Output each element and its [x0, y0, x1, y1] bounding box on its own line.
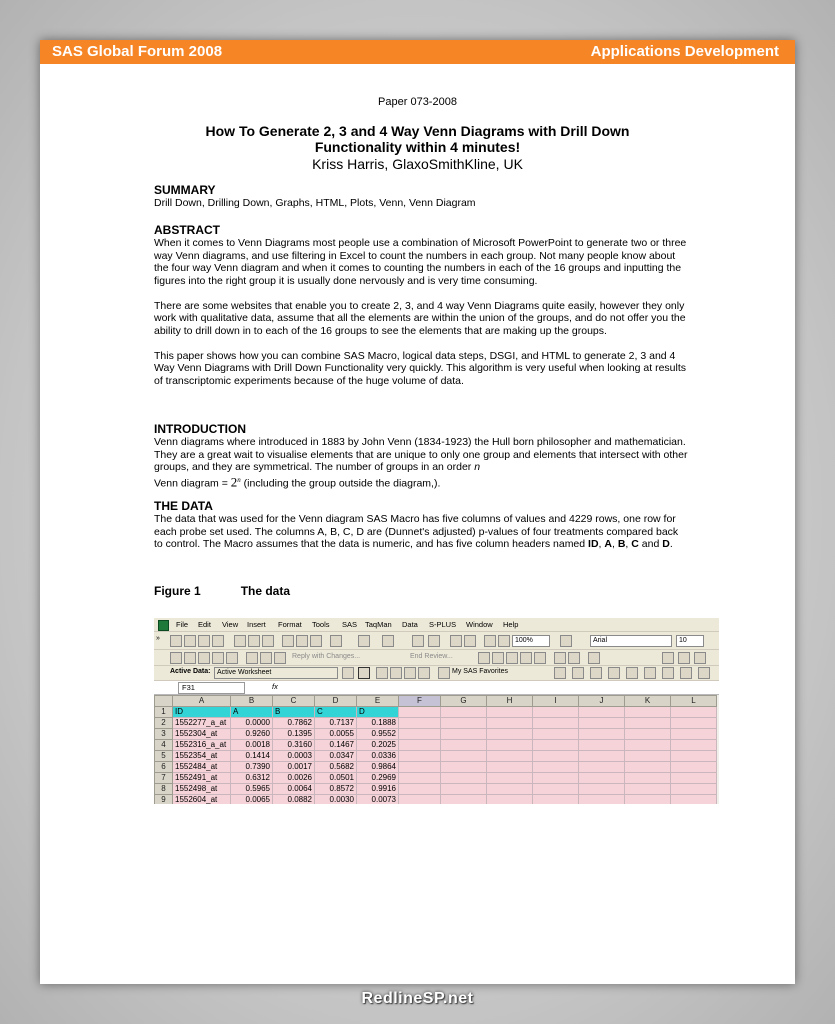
cell[interactable]: 1552316_a_at [173, 740, 231, 751]
cell[interactable]: 0.0347 [315, 751, 357, 762]
cell[interactable]: 0.0017 [273, 762, 315, 773]
sort-descending-icon[interactable] [464, 635, 476, 647]
cell[interactable]: 0.1467 [315, 740, 357, 751]
conference-banner [40, 40, 795, 64]
menu-bar [154, 618, 719, 632]
reviewing-toolbar [154, 650, 719, 666]
author-line: Kriss Harris, GlaxoSmithKline, UK [312, 156, 523, 172]
font-select[interactable]: Arial [590, 635, 672, 647]
cell[interactable]: 0.1414 [231, 751, 273, 762]
cell[interactable] [579, 762, 625, 773]
menu-tools[interactable]: Tools [312, 620, 330, 629]
sas-icon-4[interactable] [662, 652, 674, 664]
cell[interactable] [533, 707, 579, 718]
cell[interactable]: 0.0055 [315, 729, 357, 740]
cell[interactable] [625, 729, 671, 740]
column-header-e[interactable]: E [357, 696, 399, 707]
cell[interactable] [441, 762, 487, 773]
row-header[interactable]: 5 [155, 751, 173, 762]
cell[interactable] [671, 795, 717, 805]
cell[interactable]: 0.0882 [273, 795, 315, 805]
redo-icon[interactable] [382, 635, 394, 647]
title-line-1: How To Generate 2, 3 and 4 Way Venn Diagrams with Drill Down [205, 123, 630, 139]
cell[interactable] [487, 784, 533, 795]
introduction-heading: INTRODUCTION [154, 422, 246, 436]
worksheet-grid [154, 695, 717, 804]
cell[interactable]: 0.9260 [231, 729, 273, 740]
excel-icon [158, 620, 169, 631]
summary-heading: SUMMARY [154, 183, 216, 197]
cell[interactable] [441, 718, 487, 729]
cell[interactable]: 0.7390 [231, 762, 273, 773]
figure-label: Figure 1 [154, 584, 201, 598]
cell[interactable] [533, 740, 579, 751]
cell[interactable]: 0.0073 [357, 795, 399, 805]
row-header[interactable]: 2 [155, 718, 173, 729]
cell[interactable]: 0.5965 [231, 784, 273, 795]
cell[interactable]: 0.0003 [273, 751, 315, 762]
standard-toolbar [154, 632, 719, 650]
sas-tool-icon-1[interactable] [554, 667, 566, 679]
menu-data[interactable]: Data [402, 620, 418, 629]
column-header-row [155, 696, 717, 707]
abstract-section [154, 224, 689, 387]
row-header[interactable]: 7 [155, 773, 173, 784]
menu-sas[interactable]: SAS [342, 620, 358, 629]
cell[interactable] [625, 707, 671, 718]
table-row [155, 762, 717, 773]
cell[interactable] [533, 751, 579, 762]
sas-tool-icon-3[interactable] [590, 667, 602, 679]
cell[interactable] [579, 718, 625, 729]
column-header-f[interactable]: F [399, 696, 441, 707]
column-header-b[interactable]: B [231, 696, 273, 707]
cell[interactable]: 0.6312 [231, 773, 273, 784]
chart-wizard-icon[interactable] [484, 635, 496, 647]
review-icon-2[interactable] [184, 652, 196, 664]
menu-window[interactable]: Window [466, 620, 493, 629]
cell[interactable] [671, 729, 717, 740]
autosum-icon[interactable] [428, 635, 440, 647]
undo-icon[interactable] [358, 635, 370, 647]
cell[interactable] [625, 773, 671, 784]
column-header-a[interactable]: A [173, 696, 231, 707]
table-row [155, 784, 717, 795]
cell[interactable]: 1552304_at [173, 729, 231, 740]
draw-icon-3[interactable] [506, 652, 518, 664]
sas-tool-icon-8[interactable] [680, 667, 692, 679]
summary-text: Drill Down, Drilling Down, Graphs, HTML, Plots, Venn, Venn Diagram [154, 197, 476, 209]
conference-name: SAS Global Forum 2008 [52, 43, 223, 60]
menu-format[interactable]: Format [278, 620, 302, 629]
cell[interactable] [671, 740, 717, 751]
active-data-label: Active Data: [170, 668, 211, 675]
cell[interactable]: B [273, 707, 315, 718]
menu-view[interactable]: View [222, 620, 239, 629]
formula-bar [154, 681, 719, 695]
column-header-i[interactable]: I [533, 696, 579, 707]
sort-ascending-icon[interactable] [450, 635, 462, 647]
menu-insert[interactable]: Insert [247, 620, 266, 629]
cell[interactable]: 1552277_a_at [173, 718, 231, 729]
column-header-c[interactable]: C [273, 696, 315, 707]
sas-icon-6[interactable] [694, 652, 706, 664]
cell[interactable]: 0.0064 [273, 784, 315, 795]
table-row [155, 707, 717, 718]
cell[interactable] [533, 773, 579, 784]
cell[interactable]: 0.0018 [231, 740, 273, 751]
end-review-button[interactable]: End Review... [410, 653, 453, 660]
row-header[interactable]: 4 [155, 740, 173, 751]
cell[interactable] [399, 707, 441, 718]
cell[interactable]: 0.2969 [357, 773, 399, 784]
cell[interactable] [487, 751, 533, 762]
introduction-text: Venn diagrams where introduced in 1883 by John Venn (1834-1923) the Hull born philosopher and mathematician. They are a great wait to visualise elements that are unique to only one group and elements that intersect with other groups, and they are symmetrical. The number of groups in an order n Venn diagram = $2^n$ (including the group outside the diagram,). [154, 436, 688, 489]
cell[interactable]: 0.3160 [273, 740, 315, 751]
cell[interactable] [399, 795, 441, 805]
cell[interactable] [579, 795, 625, 805]
paper-title [40, 123, 795, 155]
new-icon[interactable] [170, 635, 182, 647]
column-header-k[interactable]: K [625, 696, 671, 707]
cell[interactable] [441, 740, 487, 751]
table-row [155, 729, 717, 740]
table-row [155, 773, 717, 784]
table-row [155, 751, 717, 762]
sas-data-icon-6[interactable] [418, 667, 430, 679]
help-icon[interactable] [560, 635, 572, 647]
cell[interactable] [533, 762, 579, 773]
cell[interactable] [441, 773, 487, 784]
menu-edit[interactable]: Edit [198, 620, 211, 629]
review-icon-4[interactable] [212, 652, 224, 664]
column-header-j[interactable]: J [579, 696, 625, 707]
sas-tool-icon-9[interactable] [698, 667, 710, 679]
cell[interactable] [579, 784, 625, 795]
draw-icon-4[interactable] [520, 652, 532, 664]
cell[interactable] [441, 751, 487, 762]
save-icon[interactable] [198, 635, 210, 647]
cell[interactable]: 0.2025 [357, 740, 399, 751]
column-header-l[interactable]: L [671, 696, 717, 707]
sas-tool-icon-2[interactable] [572, 667, 584, 679]
permission-icon[interactable] [212, 635, 224, 647]
sas-data-icon-5[interactable] [404, 667, 416, 679]
zoom-select[interactable]: 100% [512, 635, 550, 647]
cut-icon[interactable] [282, 635, 294, 647]
sas-data-icon-3[interactable] [376, 667, 388, 679]
excel-screenshot [154, 618, 719, 804]
sas-toolbar [154, 666, 719, 681]
abstract-paragraph-2: There are some websites that enable you to create 2, 3, and 4 way Venn Diagrams quite easily, however they only work with qualitative data, assume that all the elements are within the union of the groups, and do not offer you the ability to drill down in to each of the 16 groups to see the elements that are making up the groups. [154, 299, 686, 337]
cell[interactable]: 0.9916 [357, 784, 399, 795]
cell[interactable] [671, 784, 717, 795]
menu-splus[interactable]: S-PLUS [429, 620, 457, 629]
cell[interactable] [533, 795, 579, 805]
cell[interactable] [671, 718, 717, 729]
column-header-d[interactable]: D [315, 696, 357, 707]
print-icon[interactable] [234, 635, 246, 647]
cell[interactable] [625, 784, 671, 795]
track-name: Applications Development [590, 43, 779, 60]
cell[interactable]: 0.0000 [231, 718, 273, 729]
cell[interactable] [399, 762, 441, 773]
cell[interactable] [399, 773, 441, 784]
cell[interactable]: ID [173, 707, 231, 718]
cell[interactable] [533, 718, 579, 729]
review-icon-3[interactable] [198, 652, 210, 664]
cell[interactable] [671, 707, 717, 718]
introduction-section [154, 423, 689, 490]
cell[interactable] [441, 729, 487, 740]
review-icon-7[interactable] [260, 652, 272, 664]
cell[interactable] [579, 707, 625, 718]
cell[interactable] [625, 762, 671, 773]
row-header[interactable]: 3 [155, 729, 173, 740]
cell[interactable]: 0.1395 [273, 729, 315, 740]
cell[interactable]: 0.0030 [315, 795, 357, 805]
delete-comment-icon[interactable] [534, 652, 546, 664]
abstract-paragraph-3: This paper shows how you can combine SAS Macro, logical data steps, DSGI, and HTML to generate 2, 3 and 4 Way Venn Diagrams with Drill Down Functionality very quickly. This algorithm is very useful when looking at results of transcriptomic experiments because of the huge volume of data. [154, 349, 687, 387]
sas-tool-icon-6[interactable] [644, 667, 656, 679]
cell[interactable]: 0.5682 [315, 762, 357, 773]
cell[interactable] [625, 740, 671, 751]
sas-data-icon-4[interactable] [390, 667, 402, 679]
draw-icon-1[interactable] [478, 652, 490, 664]
review-icon-1[interactable] [170, 652, 182, 664]
row-header[interactable]: 6 [155, 762, 173, 773]
draw-icon-2[interactable] [492, 652, 504, 664]
cell[interactable]: 0.0065 [231, 795, 273, 805]
favorites-icon[interactable] [438, 667, 450, 679]
paste-icon[interactable] [310, 635, 322, 647]
cell[interactable] [671, 773, 717, 784]
menu-taqman[interactable]: TaqMan [365, 620, 392, 629]
hyperlink-icon[interactable] [412, 635, 424, 647]
active-data-select[interactable]: Active Worksheet [214, 667, 338, 679]
cell[interactable] [579, 773, 625, 784]
fx-icon[interactable]: fx [272, 682, 278, 691]
abstract-paragraph-1: When it comes to Venn Diagrams most people use a combination of Microsoft PowerPoint to generate two or three way Venn diagrams, and use filtering in Excel to count the numbers in each group. Not many people know about the four way Venn diagram and when it comes to counting the numbers in each of the 16 groups and inputting the figures into the right group it is usually done nervously and is very time consuming. [154, 237, 687, 287]
title-line-2: Functionality within 4 minutes! [314, 139, 521, 155]
the-data-section [154, 500, 689, 551]
cell[interactable] [487, 773, 533, 784]
table-row [155, 718, 717, 729]
sas-tool-icon-4[interactable] [608, 667, 620, 679]
cell[interactable] [441, 707, 487, 718]
table-row [155, 795, 717, 805]
abstract-heading: ABSTRACT [154, 223, 220, 237]
cell[interactable]: 1552498_at [173, 784, 231, 795]
cell[interactable]: 1552354_at [173, 751, 231, 762]
row-header[interactable]: 9 [155, 795, 173, 805]
row-header[interactable]: 8 [155, 784, 173, 795]
cell[interactable] [487, 707, 533, 718]
cell[interactable] [399, 729, 441, 740]
row-header[interactable]: 1 [155, 707, 173, 718]
cell[interactable] [671, 762, 717, 773]
table-row [155, 740, 717, 751]
cell[interactable] [441, 784, 487, 795]
cell[interactable]: 0.8572 [315, 784, 357, 795]
paper-number: Paper 073-2008 [378, 96, 457, 108]
review-icon-5[interactable] [226, 652, 238, 664]
print-preview-icon[interactable] [248, 635, 260, 647]
open-icon[interactable] [184, 635, 196, 647]
name-box[interactable]: F31 [178, 682, 245, 694]
select-all-corner[interactable] [155, 696, 173, 707]
cell[interactable]: 0.7862 [273, 718, 315, 729]
column-header-g[interactable]: G [441, 696, 487, 707]
paper-page [40, 40, 795, 984]
cell[interactable] [399, 718, 441, 729]
cell[interactable]: 1552604_at [173, 795, 231, 805]
cell[interactable] [625, 718, 671, 729]
cell[interactable] [487, 740, 533, 751]
cell[interactable]: 0.0336 [357, 751, 399, 762]
cell[interactable]: 0.0026 [273, 773, 315, 784]
format-painter-icon[interactable] [330, 635, 342, 647]
font-size-select[interactable]: 10 [676, 635, 704, 647]
cell[interactable] [399, 784, 441, 795]
sas-data-icon-1[interactable] [342, 667, 354, 679]
cell[interactable]: D [357, 707, 399, 718]
cell[interactable] [441, 795, 487, 805]
sas-icon-2[interactable] [568, 652, 580, 664]
watermark: RedlineSP.net [361, 990, 474, 1007]
sas-tool-icon-5[interactable] [626, 667, 638, 679]
cell[interactable] [625, 795, 671, 805]
cell[interactable]: 0.0501 [315, 773, 357, 784]
cell[interactable]: 0.1888 [357, 718, 399, 729]
reply-with-changes-button[interactable]: Reply with Changes... [292, 653, 361, 660]
my-sas-favorites-button[interactable]: My SAS Favorites [452, 668, 509, 675]
cell[interactable] [399, 751, 441, 762]
cell[interactable] [399, 740, 441, 751]
cell[interactable] [487, 729, 533, 740]
review-icon-8[interactable] [274, 652, 286, 664]
cell[interactable] [579, 740, 625, 751]
figure-title: The data [240, 584, 291, 598]
figure-caption [154, 584, 290, 598]
cell[interactable] [671, 751, 717, 762]
cell[interactable] [533, 729, 579, 740]
cell[interactable] [487, 762, 533, 773]
drawing-icon[interactable] [498, 635, 510, 647]
menu-help[interactable]: Help [503, 620, 519, 629]
cell[interactable] [533, 784, 579, 795]
the-data-heading: THE DATA [154, 499, 213, 513]
sas-icon-5[interactable] [678, 652, 690, 664]
summary-section [154, 184, 689, 210]
sas-tool-icon-7[interactable] [662, 667, 674, 679]
cell[interactable]: A [231, 707, 273, 718]
cell[interactable]: 1552491_at [173, 773, 231, 784]
menu-file[interactable]: File [176, 620, 189, 629]
copy-icon[interactable] [296, 635, 308, 647]
cell[interactable]: 0.9552 [357, 729, 399, 740]
the-data-text: The data that was used for the Venn diagram SAS Macro has five columns of values and 4229 rows, one row for each probe set used. The columns A, B, C, D are (Dunnet's adjusted) p-values of four treatments compared back to control. The Macro assumes that the data is numeric, and has five column headers named ID, A, B, C and D. [154, 513, 679, 550]
cell[interactable]: 0.7137 [315, 718, 357, 729]
spelling-icon[interactable] [262, 635, 274, 647]
cell[interactable]: 1552484_at [173, 762, 231, 773]
sas-icon-1[interactable] [554, 652, 566, 664]
review-icon-6[interactable] [246, 652, 258, 664]
cell[interactable] [579, 751, 625, 762]
cell[interactable]: 0.9864 [357, 762, 399, 773]
column-header-h[interactable]: H [487, 696, 533, 707]
cell[interactable] [625, 751, 671, 762]
toolbar-grip-icon: » [156, 635, 160, 642]
cell[interactable]: C [315, 707, 357, 718]
sas-icon-3[interactable] [588, 652, 600, 664]
cell[interactable] [579, 729, 625, 740]
cell[interactable] [487, 718, 533, 729]
cell[interactable] [487, 795, 533, 805]
sas-data-icon-2[interactable] [358, 667, 370, 679]
